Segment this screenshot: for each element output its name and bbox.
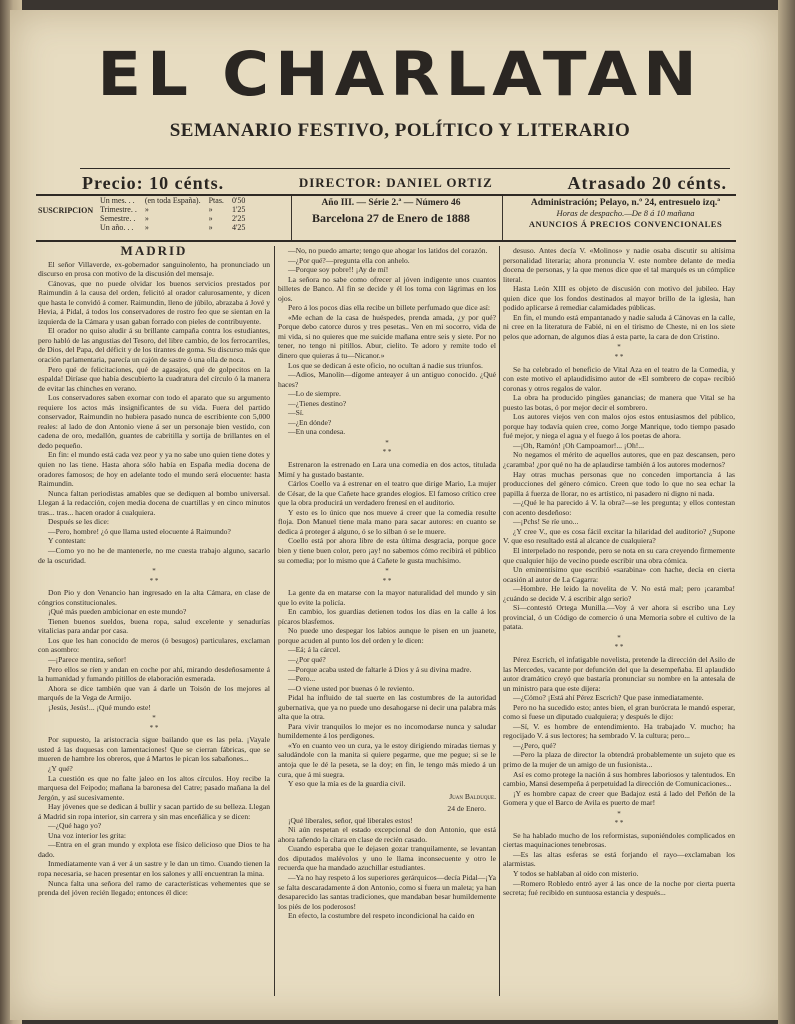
paragraph: —Sí.	[288, 408, 304, 418]
paragraph: Pero no ha sucedido esto; antes bien, el gran burócrata le mandó esperar, como si fuese un diputado cualquiera; y después le dijo:	[503, 702, 735, 722]
currency-cell: Ptas.	[208, 196, 224, 205]
paragraph: Tienen buenos sueldos, buena ropa, salud excelente y senadurías vitalicias para andar por casa.	[38, 616, 270, 636]
paragraph: Pidal ha influido de tal suerte en las costumbres de la autoridad gubernativa, que ya no puede uno desahogarse ni decir una palabra más alta que la otra.	[278, 693, 496, 722]
paragraph: En efecto, la costumbre del respeto incondicional ha caido en	[288, 911, 475, 921]
paragraph: Cánovas, que no puede olvidar los buenos servicios prestados por Raimundin á la causa del orden, felicitó al orador calurosamente, y dicen que hasta le convidó á comer. Raimundin, lleno de júbilo, abrazaba á Jové y Hevia, á Pidal, á todos los conservadores de rostro feo que se sientan en la izquierda de la Cámara y usan gaban forrado con pieles de contribuyente.	[38, 278, 270, 326]
paragraph: No negamos el mérito de aquellos autores, que en paz descansen, pero ¿caramba! ¿por qué no ha de aplaudirse también á los autores modernos?	[503, 450, 735, 470]
paragraph: Los que les han conocido de meros (ó besugos) particulares, exclaman con asombro:	[38, 635, 270, 655]
paragraph: El orador no quiso aludir á su brillante campaña contra los estudiantes, pero habló de las angustias del Tesoro, del libre cambio, de los ferrocarriles, de Dios, del Papa, del déficit y de los tirantes de goma. Su discurso más que oración parlamentaria, parecía un cajón de sastre ó una olla de noca.	[38, 326, 270, 365]
paragraph: —¿En dónde?	[288, 417, 332, 427]
paragraph: La obra ha producido pingües ganancias; de manera que Vital se ha puesto las botas, ó por mejor decir el sombrero.	[503, 393, 735, 412]
paragraph: —O viene usted por buenas ó le reviento.	[288, 683, 415, 693]
paragraph: ¡Y es hombre capaz de creer que Badajoz está á lado del Peñón de la Gomera y que el Barco de Avila es puerto de mar!	[503, 788, 735, 808]
paragraph: ¡Jesús, Jesús!... ¡Qué mundo este!	[48, 702, 151, 712]
paragraph: No puede uno despegar los labios aunque le pisen en un juanete, porque acuden al punto los del orden y le dicen:	[278, 626, 496, 645]
paragraph: Pérez Escrich, el infatigable novelista, pretende la dirección del Asilo de las Mercedes, vacante por defunción del que la desempeñaba. El aplaudido autor dramático creyó que bastaría pronunciar su nombre en la antesala de un ministro para que este dijera:	[503, 654, 735, 693]
place-cell: »	[144, 214, 149, 223]
paragraph: —En una condesa.	[288, 427, 346, 437]
table-row	[96, 205, 249, 214]
paragraph: —Como yo no he de mantenerle, no me cuesta trabajo alguno, sacarlo de la oscuridad.	[38, 545, 270, 565]
paragraph: El interpelado no responde, pero se nota en su cara creyendo firmemente que cualquier hijo de vecino puede escribir una obra cómica.	[503, 545, 735, 565]
price-cell: 0'50	[231, 196, 246, 205]
place-cell: »	[144, 223, 149, 232]
paragraph: —Pero...	[288, 674, 316, 684]
paragraph: desuso. Antes decía V. «Molinos» y nadie osaba discutir su altísima personalidad literaria; ahora pronuncia V. este nombre delante de media docena de personas, y la que menos dice que el tal marqués es un cómplice literal.	[503, 246, 735, 284]
paragraph: En cambio, los guardias detienen todos los días en la calle á los pícaros blasfemos.	[278, 607, 496, 626]
paragraph: Estrenaron la estrenado en Lara una comedia en dos actos, titulada Mimí y ha gustado bastante.	[278, 460, 496, 479]
paragraph: —Hombre. He leido la novelita de V. No está mal; pero ¡caramba! ¿cuándo se decide V. á escribir algo serio?	[503, 584, 735, 603]
paragraph: Pero ellos se ríen y andan en coche por ahí, mirando desdeñosamente á la humanidad y fumando pitillos de elaboración esmerada.	[38, 664, 270, 684]
period-cell: Semestre. .	[100, 214, 136, 223]
paragraph: Ahora se dice también que van á darle un Toisón de los mejores al marqués de la Vega de Armijo.	[38, 683, 270, 703]
issue-info	[296, 198, 486, 226]
paragraph: Se ha hablado mucho de los reformistas, suponiéndoles complicados en ciertas maquinaciones tenebrosas.	[503, 830, 735, 850]
price-cell: 2'25	[231, 214, 246, 223]
paragraph: Los que se dedican á este oficio, no ocultan á nadie sus triunfos.	[288, 360, 483, 370]
table-row	[96, 196, 249, 205]
section-separator: * * *	[149, 714, 159, 732]
paragraph: —¡Oh, Ramón! ¡Oh Campoamor!... ¡Oh!...	[513, 440, 644, 450]
section-separator: * * *	[614, 809, 624, 828]
paragraph: —Sí, V. es hombre de entendimiento. Ha trabajado V. mucho; ha regocijado V. á sus lectores; ha sembrado V. la cultura; pero...	[503, 721, 735, 741]
paragraph: Los conservadores saben exornar con todo el aparato que su argumento requiere los actos más insignificantes de su vida. Fuera del partido conservador, Raimundin no hubiera pasado nunca de escribiente con 5,000 reales: al lado de don Antonio viene á ser un personaje bien vestido, con cadena de oro, medallón, guantes de cabritilla y sortija de brillantes en el dedo pequeño.	[38, 393, 270, 450]
director-label: DIRECTOR: DANIEL ORTIZ	[298, 175, 493, 190]
paragraph: —¡Pchs! Se ríe uno...	[513, 517, 579, 527]
table-row	[96, 223, 249, 232]
paragraph: —¿Qué le ha parecido á V. la obra?—se les pregunta; y ellos contestan con acento desdeñoso:	[503, 498, 735, 517]
paragraph: Y todos se hablaban al oido con misterio.	[513, 869, 639, 878]
header-divider-left	[291, 196, 292, 240]
paragraph: Hasta León XIII es objeto de discusión con motivo del jubileo. Hay quien dice que los fondos destinados al mayor brillo de la iglesia, han podido aplicarse á remediar calamidades públicas.	[503, 284, 735, 313]
paragraph: ¿Y cree V., que es cosa fácil excitar la hilaridad del auditorio? ¿Supone V. que eso resultado está al alcance de cualquiera?	[503, 526, 735, 546]
section-separator: * * *	[149, 567, 159, 585]
paragraph: «Me echan de la casa de huéspedes, prenda amada, ¿y por qué? Porque debo catorce duros y tres pesetas.. Ven en mi socorro, vida de mi vida, si no quieres que me suicide mañana entre seis y siete. Por no tener, no tengo ni pitillos. Abur, cielito. Te adoro y remite todo el dinero que quieras á tu—Nicanor.»	[278, 312, 496, 361]
paragraph: El señor Villaverde, ex-gobernador sanguinolento, ha pronunciado un discurso en prosa con motivo de la discusión del mensaje.	[38, 259, 270, 279]
paragraph: —Entra en el gran mundo y explota ese físico delicioso que Dios te ha dado.	[38, 840, 270, 859]
paragraph: La señora no sabe como ofrecer al jóven indigente unos cuantos billetes de Banco. Al fin se decide y él los toma con lágrimas en los ojos.	[278, 274, 496, 303]
paragraph: —Lo de siempre.	[288, 389, 341, 399]
paragraph: Sí—contestó Ortega Munilla.—Voy á ver ahora si escribo una Ley provincial, ó un Código de comercio ó una Memoria sobre el cultivo de la patata.	[503, 603, 735, 632]
admin-address: Administración; Pelayo, n.º 24, entresuelo izq.ª	[530, 198, 721, 208]
paragraph: —Pero la plaza de director la obtendrá probablemente un sujeto que es primo de la mujer de un amigo de un fusionista...	[503, 750, 735, 769]
issue-date: Barcelona 27 de Enero de 1888	[312, 211, 470, 225]
paragraph: —¿Por qué?	[288, 654, 326, 664]
paragraph: —Porque acaba usted de faltarle á Dios y á su divina madre.	[288, 664, 472, 674]
masthead	[40, 40, 760, 142]
paragraph: —¡Parece mentira, señor!	[48, 654, 127, 664]
place-cell: »	[144, 205, 149, 214]
header-divider-right	[502, 196, 503, 240]
paragraph: Por supuesto, la aristocracia sigue bailando que es las pela. ¡Vayale usted á las duquesas con lamentaciones! Que se cierran fábricas, que se mueren de hambre los obreros, que á Martos le pican los sabañones...	[38, 735, 270, 764]
section-separator: * * *	[614, 633, 624, 652]
paragraph: Hay jóvenes que se dedican á bullir y sacan partido de su belleza. Llegan á Madrid sin ropa interior, sin carrera y sin mas enceñálica y se dicen:	[38, 802, 270, 821]
paragraph: En fin, el mundo está empantanado y nadie saluda á Cánovas en la calle, ni cree en la literatura de Fabié, ni en el tirismo de Cheste, ni en los siete pelos que adornan, de algunos días á esta parte, la cara de don Cristino.	[503, 312, 735, 341]
paragraph: —Adios, Manolín—dígome anteayer á un antiguo conocido. ¿Qué haces?	[278, 370, 496, 389]
paragraph: ¿Y qué?	[48, 763, 73, 773]
paragraph: ¡Qué más pueden ambicionar en este mundo?	[48, 607, 187, 617]
paragraph: En fin: el mundo está cada vez peor y ya no sabe uno quien tiene dotes y quien no las tiene. Hasta ahora sólo había en España media docena de oradores famosos; de hoy en adelante todo el mundo será elocuente: hasta Raimundin.	[38, 450, 270, 489]
currency-cell: »	[208, 205, 213, 214]
paragraph: Una voz interior les grita:	[48, 830, 127, 840]
paragraph: —¿Pero, qué?	[513, 740, 557, 750]
paragraph: ¡Qué liberales, señor, qué liberales estos!	[288, 815, 413, 825]
info-bar	[82, 172, 727, 194]
paragraph: —Romero Robledo entró ayer á las once de la noche por cierta puerta secreta; fué recibido en suntuosa estancia y después...	[503, 878, 735, 898]
paragraph: —Eá; á la cárcel.	[288, 645, 341, 655]
price-label: Precio: 10 cénts.	[82, 172, 225, 193]
paragraph: —Es las altas esferas se está forjando el rayo—exclamaban los alarmistas.	[503, 849, 735, 869]
period-cell: Un mes. . .	[100, 196, 135, 205]
paragraph: Pero á los pocos días ella recibe un billete perfumado que dice así:	[288, 303, 491, 313]
section-separator: * * *	[382, 567, 392, 585]
paragraph: —¿Qué hago yo?	[48, 821, 102, 831]
paragraph: Así es como protege la nación á sus hombres laboriosos y talentudos. En cambio, Mansi desempeña á perpetuidad la dirección de Comunicaciones...	[503, 769, 735, 789]
issue-number: Año III. — Série 2.ª — Número 46	[321, 198, 461, 208]
admin-ads: ANUNCIOS Á PRECIOS CONVENCIONALES	[528, 219, 723, 229]
page-edge	[778, 0, 795, 1024]
paragraph: —Pero, hombre! ¿ó que llama usted elocuente á Raimundo?	[48, 526, 231, 536]
paragraph: —Porque soy pobre!! ¡Ay de mí!	[288, 265, 389, 275]
period-cell: Un año. . .	[100, 223, 134, 232]
dateline: 24 de Enero.	[447, 804, 486, 814]
paragraph: Pero qué de felicitaciones, qué de agasajos, qué de golpecitos en la espalda! Diríase que había descubierto la cuadratura del círculo ó la manera de evitar las chinches en verano.	[38, 364, 270, 393]
section-separator: * * *	[614, 343, 624, 362]
paragraph: Nunca faltan periodistas amables que se dediquen al bombo universal. Llegan á la redacción, cojen media docena de cuartillas y en cinco minutos tras... tras... hacen orador á cualquiera.	[38, 488, 270, 517]
paragraph: Un eminentísimo que escribió «sarabina» con hache, decía en cierta ocasión al autor de La Cagarra:	[503, 565, 735, 584]
paragraph: Cárlos Coello va á estrenar en el teatro que dirige Mario, La mujer de César, de la que Cañete hace grandes elogios. El famoso crítico cree que la obra producirá un verdadero frenesí en el auditorio.	[278, 479, 496, 508]
paragraph: Don Pio y don Venancio han ingresado en la alta Cámara, en clase de cóngrios constitucionales.	[38, 588, 270, 607]
currency-cell: »	[208, 214, 213, 223]
place-cell: (en toda España).	[144, 196, 201, 205]
paragraph: La gente da en matarse con la mayor naturalidad del mundo y sin que lo evite la policía.	[278, 588, 496, 607]
author-signature: Juan Balduque.	[449, 791, 496, 801]
paragraph: Para vivir tranquilos lo mejor es no incomodarse nunca y saludar humildemente á los perdigones.	[278, 721, 496, 741]
newspaper-title: EL CHARLATAN	[97, 39, 703, 111]
paragraph: Y eso que la mía es de la guardia civil.	[288, 779, 406, 789]
back-issue-price: Atrasado 20 cénts.	[567, 172, 727, 193]
table-row	[96, 214, 249, 223]
subscription-label: SUSCRIPCION	[38, 206, 94, 215]
section-separator: * * *	[382, 438, 392, 457]
paragraph: —No, no puedo amarte; tengo que ahogar los latidos del corazón.	[288, 246, 488, 255]
admin-hours: Horas de despacho.—De 8 á 10 mañana	[556, 208, 695, 218]
period-cell: Trimestre. .	[100, 205, 137, 214]
paragraph: Hay otras muchas personas que no conceden importancia á las producciones del género cómico. Creen que todo lo que no sea echar la papilla á fuerza de llorar, no es artístico, ni pasadero ni digno ni nada.	[503, 469, 735, 498]
divider-top	[80, 168, 730, 169]
currency-cell: »	[208, 223, 213, 232]
paragraph: Y esto es lo único que nos mueve á creer que la comedia resulte floja. Don Manuel tiene mala mano para sacar autores: en cuanto se dedica á proteger á alguno, ó se lo silban ó se le muere.	[278, 507, 496, 536]
subscription-table	[96, 196, 249, 232]
paragraph: Y contestan:	[48, 536, 86, 546]
paragraph: La cuestión es que no falte jaleo en los altos círculos. Hoy recibe la marquesa del Feipodo; mañana la baronesa del Catre; pasado mañana la del Jergón, y así sucesivamente.	[38, 773, 270, 802]
paragraph: Ni aún respetan el estado excepcional de don Antonio, que está ahora tañendo la cítara en clase de recién casado.	[278, 825, 496, 844]
price-cell: 1'25	[231, 205, 246, 214]
paragraph: Los autores viejos ven con malos ojos estos entusiasmos del público, porque hay todavía quien cree, como Jorge Manrique, todo tiempo pasado fué mejor, y niega el agua y el fuego á los poetas de ahora.	[503, 412, 735, 441]
column-2	[278, 246, 496, 996]
divider-body	[36, 240, 736, 242]
paragraph: —¿Cómo? ¡Está ahí Pérez Escrich? Que pase inmediatamente.	[513, 693, 704, 703]
column-1	[38, 246, 270, 996]
administration-info	[508, 198, 743, 229]
column-3	[503, 246, 735, 986]
paragraph: —¿Por qué?—pregunta ella con anhelo.	[288, 255, 410, 265]
paragraph: Después se les dice:	[48, 517, 109, 527]
paragraph: Se ha celebrado el beneficio de Vital Aza en el teatro de la Comedia, y con este motivo el aplaudidísimo autor de «El sombrero de copa» recibió coronas y otros regalos de valor.	[503, 364, 735, 393]
paragraph: —¿Tienes destino?	[288, 398, 347, 408]
paragraph: —Ya no hay respeto á los superiores gerárquicos—decía Pidal—¡Ya se falta descaradamente á don Antonio, como si fuera un maleta; ya han desaparecido las santas tradiciones, que mandaban besar humildemente los piés de los poderosos!	[278, 873, 496, 911]
paragraph: Nunca falta una señora del ramo de características vehementes que se prenda del jóven recién llegado; entonces él dice:	[38, 878, 270, 898]
paragraph: «Yo en cuanto veo un cura, ya le estoy dirigiendo miradas tiernas y saludándole con la manita si quiere pegarme, que me pegue; si se le antoja que le dé la peseta, se la doy; en fin, le tengo más miedo á un cura, que á mi suegra.	[278, 740, 496, 779]
column-divider-2	[499, 246, 500, 996]
paragraph: Inmediatamente van á ver á un sastre y le dan un timo. Cuando tienen la ropa necesaria, se hacen presentar en los salones y allí encuentran la mina.	[38, 859, 270, 878]
paragraph: Cuando esperaba que le dejasen gozar tranquilamente, se levantan dos diputados malévolos y uno le llama inconsecuente y otro le recuerda que ha mandado azuchillar estudiantes.	[278, 844, 496, 873]
paragraph: Coello está por ahora libre de esta última desgracia, porque goce bien y tiene buen color, pero ¡ay! no sabemos cómo recibirá el público su comedia; por lo mismo que á Cañete le gusta muchísimo.	[278, 536, 496, 565]
price-cell: 4'25	[231, 223, 246, 232]
column-divider-1	[274, 246, 275, 996]
section-heading: MADRID	[120, 246, 188, 258]
newspaper-subtitle: SEMANARIO FESTIVO, POLÍTICO Y LITERARIO	[169, 120, 631, 141]
